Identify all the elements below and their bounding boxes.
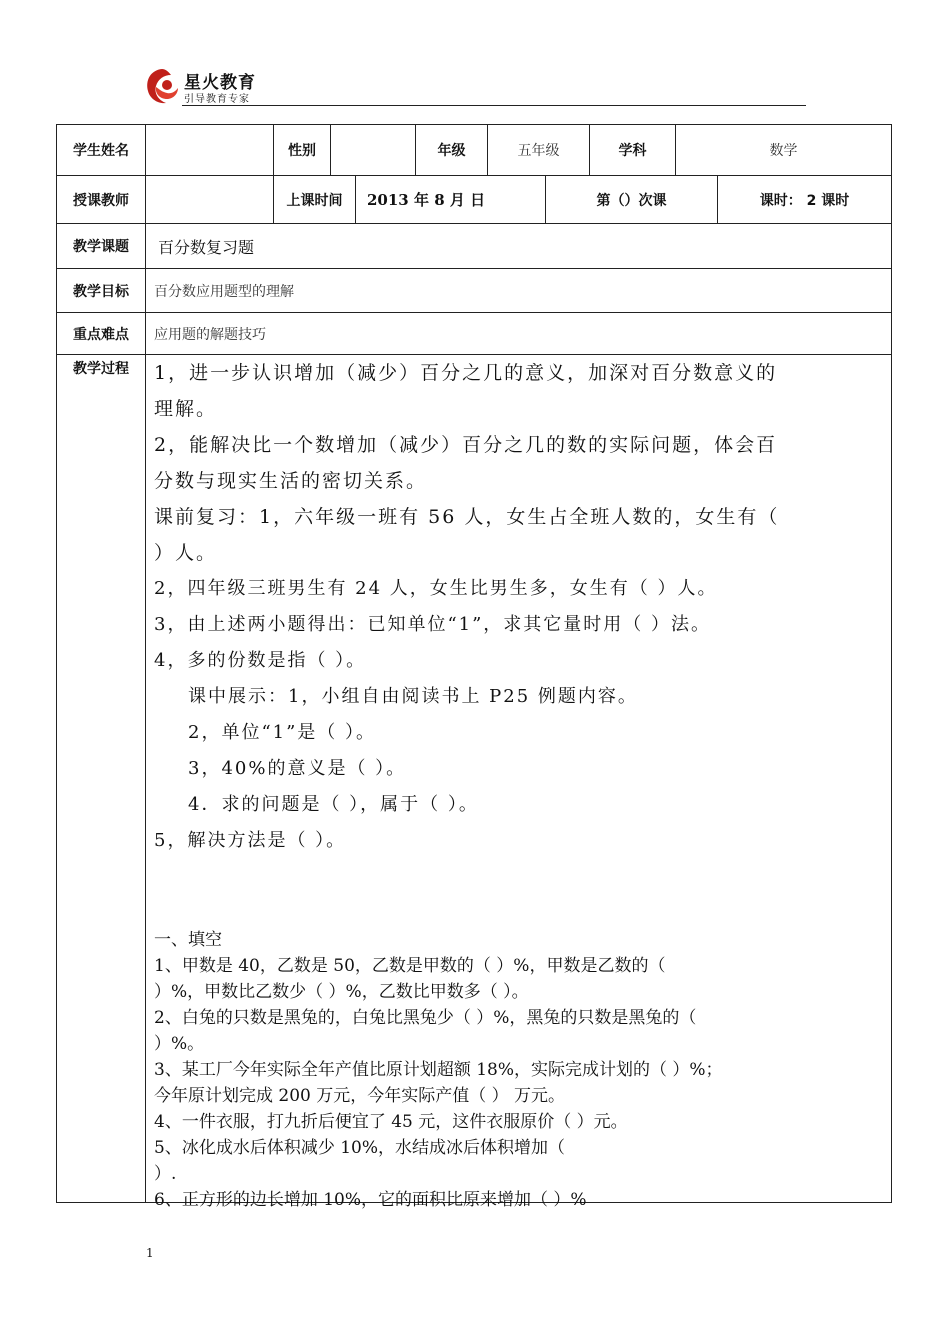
- page-number: 1: [146, 1246, 154, 1260]
- teacher-label: 授课教师: [73, 192, 129, 209]
- spark-logo-icon: [142, 66, 182, 106]
- process-line: 3，40%的意义是（ ）。: [188, 758, 407, 779]
- student-name-field[interactable]: [146, 125, 273, 175]
- topic-value: 百分数复习题: [158, 237, 255, 257]
- student-name-label: 学生姓名: [73, 143, 129, 159]
- process-line: 分数与现实生活的密切关系。: [154, 470, 428, 492]
- section-title: 一、填空: [154, 930, 222, 950]
- question-line: 4、一件衣服，打九折后便宜了 45 元，这件衣服原价（ ）元。: [154, 1112, 628, 1132]
- class-time-label: 上课时间: [286, 192, 343, 209]
- process-line: 2，单位“1”是（ ）。: [188, 722, 377, 743]
- process-line: ）人。: [154, 542, 218, 564]
- goal-value: 百分数应用题型的理解: [154, 283, 294, 300]
- gender-label: 性别: [288, 143, 316, 159]
- question-line: 6、正方形的边长增加 10%，它的面积比原来增加（ ）%: [154, 1190, 587, 1210]
- goal-label: 教学目标: [73, 283, 129, 300]
- column-divider: [355, 175, 356, 223]
- question-line: 今年原计划完成 200 万元，今年实际产值（ ） 万元。: [154, 1086, 566, 1106]
- process-line: 1，进一步认识增加（减少）百分之几的意义，加深对百分数意义的: [154, 362, 778, 384]
- topic-label: 教学课题: [73, 239, 129, 255]
- session-number-label: 第（）次课: [596, 192, 667, 209]
- column-divider: [145, 125, 146, 1202]
- question-line: 2、白兔的只数是黑兔的，白兔比黑兔少（ ）%，黑兔的只数是黑兔的（: [154, 1008, 697, 1028]
- process-label: 教学过程: [73, 361, 129, 377]
- brand-slogan: 引导教育专家: [184, 94, 250, 105]
- question-line: 1、甲数是 40，乙数是 50，乙数是甲数的（ ）%，甲数是乙数的（: [154, 956, 666, 976]
- process-content: [154, 355, 854, 859]
- process-line: 课中展示：1，小组自由阅读书上 P25 例题内容。: [188, 686, 638, 707]
- class-time-value: 2013 年 8 月 日: [367, 191, 486, 209]
- fill-in-blank-section: [154, 927, 884, 1213]
- key-points-value: 应用题的解题技巧: [154, 326, 266, 343]
- question-line: 5、冰化成水后体积减少 10%，水结成冰后体积增加（: [154, 1138, 566, 1158]
- question-line: 3、某工厂今年实际全年产值比原计划超额 18%，实际完成计划的（ ）%；: [154, 1060, 723, 1080]
- page-header: [142, 66, 806, 108]
- process-line: 2，能解决比一个数增加（减少）百分之几的数的实际问题，体会百: [154, 434, 778, 456]
- subject-label: 学科: [618, 143, 647, 159]
- grade-label: 年级: [437, 143, 466, 159]
- process-line: 4，多的份数是指（ ）。: [154, 650, 367, 671]
- key-points-label: 重点难点: [73, 326, 129, 343]
- lesson-plan-table: [56, 124, 892, 1210]
- teacher-field[interactable]: [146, 176, 273, 223]
- question-line: ）%。: [154, 1034, 205, 1054]
- class-hours-label: 课时： 2 课时: [759, 192, 850, 209]
- process-line: 5，解决方法是（ ）。: [154, 830, 347, 851]
- brand-name: 星火教育: [184, 73, 256, 93]
- process-line: 3，由上述两小题得出：已知单位“1”，求其它量时用（ ）法。: [154, 614, 712, 635]
- process-line: 4．求的问题是（ ），属于（ ）。: [188, 794, 479, 815]
- process-line: 理解。: [154, 398, 218, 420]
- question-line: ）%，甲数比乙数少（ ）%，乙数比甲数多（ ）。: [154, 982, 529, 1002]
- header-rule: [182, 105, 806, 106]
- process-line: 课前复习：1，六年级一班有 56 人，女生占全班人数的，女生有（: [154, 506, 780, 528]
- question-line: ）.: [154, 1164, 177, 1184]
- grade-value: 五年级: [517, 143, 560, 159]
- process-line: 2，四年级三班男生有 24 人，女生比男生多，女生有（ ）人。: [154, 578, 718, 599]
- subject-value: 数学: [769, 143, 798, 159]
- gender-field[interactable]: [331, 125, 415, 175]
